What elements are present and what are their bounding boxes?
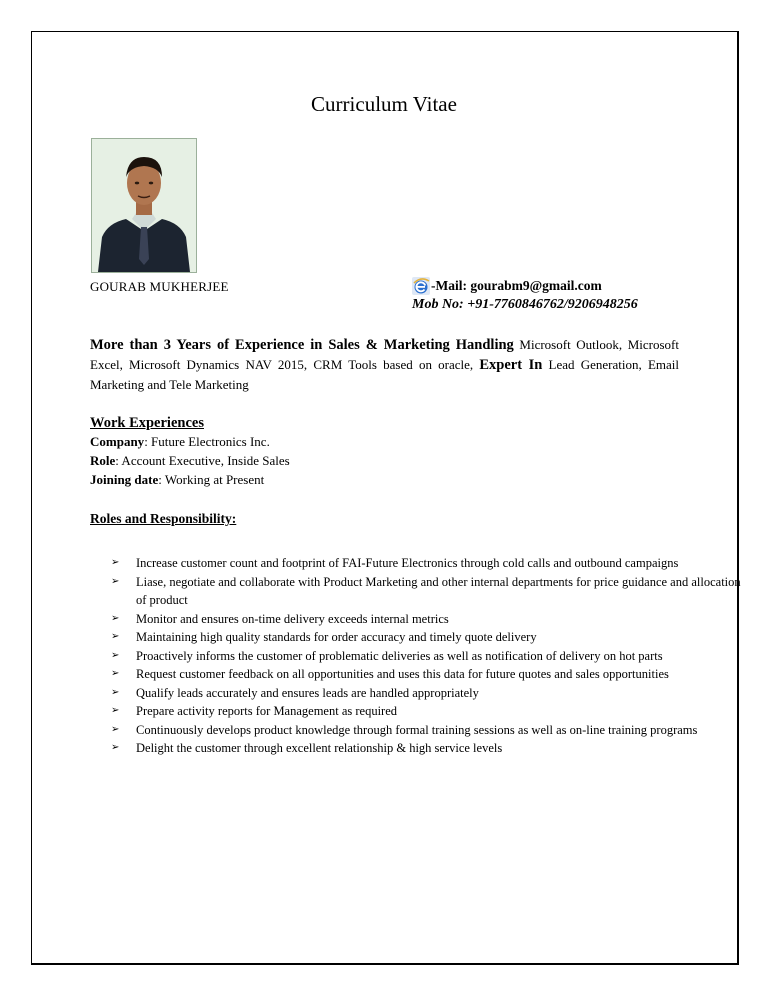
list-item: ➢ Increase customer count and footprint of FAI-Future Electronics through cold calls and outbound campaigns (111, 554, 741, 573)
person-photo-icon (92, 139, 196, 272)
summary-tools: Microsoft Outlook, Microsoft Excel, Microsoft Dynamics NAV 2015, CRM Tools based on oracle, (90, 337, 680, 372)
joining-value: : Working at Present (158, 472, 265, 487)
joining-key: Joining date (90, 472, 159, 487)
role-line (90, 453, 290, 469)
email-text: -Mail: gourabm9@gmail.com (431, 278, 602, 293)
arrow-bullet-icon: ➢ (111, 742, 120, 753)
role-value: : Account Executive, Inside Sales (115, 453, 290, 468)
arrow-bullet-icon: ➢ (111, 557, 120, 568)
arrow-bullet-icon: ➢ (111, 649, 120, 661)
profile-photo (91, 138, 197, 273)
list-item: ➢ Maintaining high quality standards for order accuracy and timely quote delivery (111, 628, 741, 647)
list-item: ➢ Delight the customer through excellent relationship & high service levels (111, 739, 741, 758)
summary-expert-text: Lead Generation, Email Marketing and Tele Marketing (90, 357, 679, 392)
document-title: Curriculum Vitae (311, 92, 457, 116)
arrow-bullet-icon: ➢ (111, 723, 120, 735)
arrow-bullet-icon: ➢ (111, 575, 120, 587)
joining-date-line (90, 472, 264, 488)
list-item: ➢ Prepare activity reports for Management as required (111, 702, 741, 721)
summary-expert-label: Expert In (479, 357, 543, 373)
mobile-number: Mob No: +91-7760846762/9206948256 (412, 297, 638, 312)
candidate-name: GOURAB MUKHERJEE (90, 279, 229, 294)
list-item: ➢ Proactively informs the customer of problematic deliveries as well as notification of delivery on hot parts (111, 647, 741, 666)
arrow-bullet-icon: ➢ (111, 612, 120, 624)
list-item: ➢ Continuously develops product knowledge through formal training sessions as well as on-line training programs (111, 721, 741, 740)
ie-e-icon (412, 277, 430, 295)
experience-summary (90, 335, 679, 395)
list-item: ➢ Qualify leads accurately and ensures leads are handled appropriately (111, 684, 741, 703)
arrow-bullet-icon: ➢ (111, 668, 120, 679)
arrow-bullet-icon: ➢ (111, 686, 120, 698)
arrow-bullet-icon: ➢ (111, 705, 120, 716)
company-key: Company (90, 434, 145, 449)
list-item: ➢ Monitor and ensures on-time delivery exceeds internal metrics (111, 610, 741, 629)
list-item: ➢ Liase, negotiate and collaborate with Product Marketing and other internal departments for price guidance and allocation of product (111, 574, 741, 607)
list-item: ➢ Request customer feedback on all opportunities and uses this data for future quotes and sales opportunities (111, 665, 741, 684)
email-line (412, 277, 602, 295)
company-line (90, 434, 270, 450)
roles-heading: Roles and Responsibility: (90, 511, 237, 526)
summary-lead: More than 3 Years of Experience in Sales & Marketing Handling (90, 337, 514, 353)
role-key: Role (90, 453, 116, 468)
work-experience-heading: Work Experiences (90, 415, 204, 431)
responsibility-list (111, 554, 741, 758)
arrow-bullet-icon: ➢ (111, 631, 120, 642)
company-value: : Future Electronics Inc. (144, 434, 270, 449)
